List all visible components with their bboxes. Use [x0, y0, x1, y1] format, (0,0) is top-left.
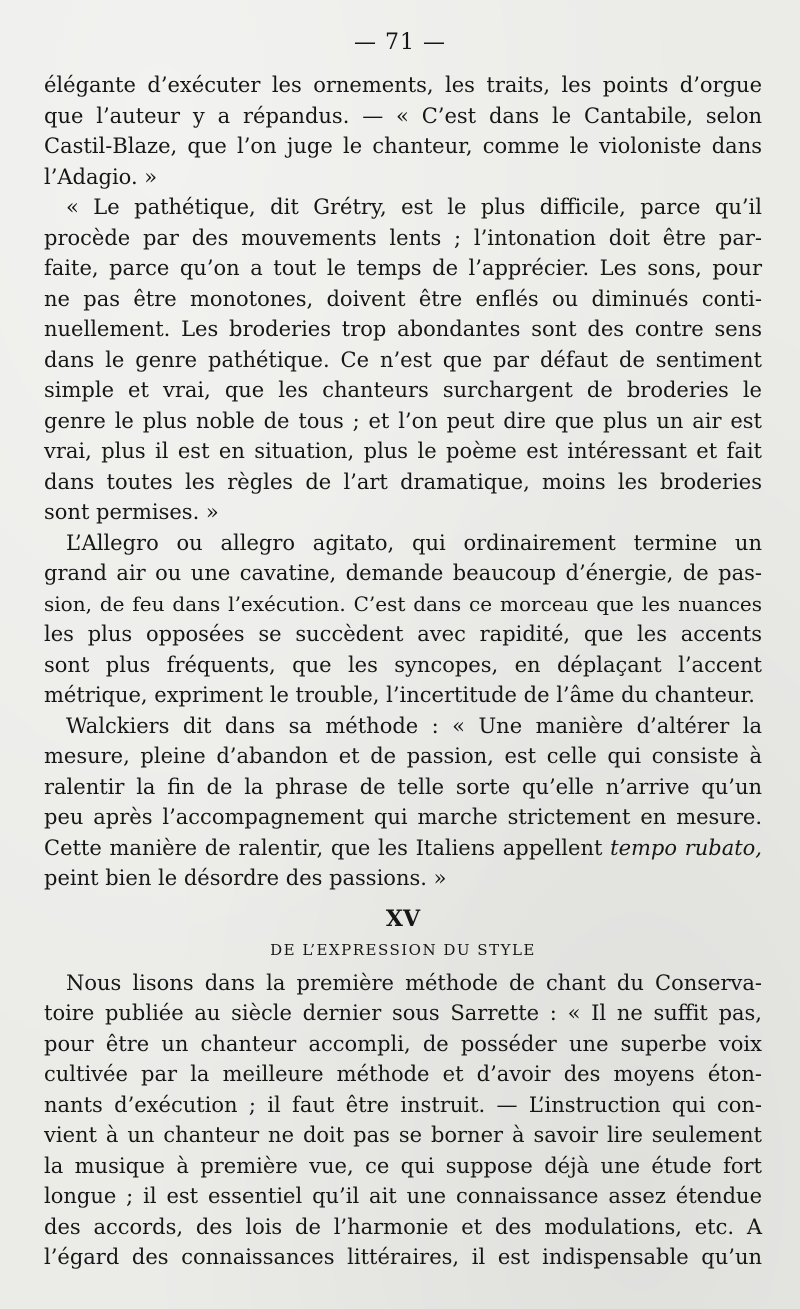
text-line: faite, parce qu’on a tout le temps de l’apprécier. Les sons, pour [44, 256, 762, 280]
paragraph [44, 192, 762, 528]
text-line: métrique, expriment le trouble, l’incertitude de l’âme du chanteur. [44, 683, 755, 707]
text-line: sion, de feu dans l’exécution. C’est dans ce morceau que les nuances [44, 591, 762, 616]
text-line: que l’auteur y a répandus. — « C’est dans le Cantabile, selon [44, 103, 762, 128]
page-body [44, 70, 762, 1273]
text-line: cultivée par la meilleure méthode et d’avoir des moyens éton- [44, 1062, 762, 1086]
text-line: peu après l’accompagnement qui marche strictement en mesure. [44, 805, 762, 829]
text-line: « Le pathétique, dit Grétry, est le plus difficile, parce qu’il [66, 195, 762, 219]
text-line: L’Allegro ou allegro agitato, qui ordinairement termine un [66, 530, 762, 555]
text-line: dans toutes les règles de l’art dramatique, moins les broderies [44, 469, 762, 494]
text-line: mesure, pleine d’abandon et de passion, est celle qui consiste à [44, 744, 762, 768]
text-line: longue ; il est essentiel qu’il ait une connaissance assez étendue [44, 1184, 762, 1208]
text-line: l’Adagio. » [44, 164, 158, 189]
text-segment: Cette manière de ralentir, que les Italiens appellent [44, 835, 603, 860]
text-line: toire publiée au siècle dernier sous Sarrette : « Il ne suffit pas, [44, 1001, 762, 1025]
text-line: peint bien le désordre des passions. » [44, 866, 447, 890]
paragraph [44, 528, 762, 711]
text-line: vient à un chanteur ne doit pas se borner à savoir lire seulement [44, 1123, 762, 1147]
paragraph [44, 70, 762, 192]
text-line: Walckiers dit dans sa méthode : « Une manière d’altérer la [66, 713, 762, 738]
text-line: nuellement. Les broderies trop abondantes sont des contre sens [44, 317, 762, 341]
text-line-with-italic [44, 833, 762, 864]
italic-phrase: tempo rubato, [610, 835, 762, 860]
text-line: nants d’exécution ; il faut être instruit. — L’instruction qui con- [44, 1092, 762, 1117]
text-line: dans le genre pathétique. Ce n’est que par défaut de sentiment [44, 347, 762, 372]
text-line: la musique à première vue, ce qui suppose déjà une étude fort [44, 1153, 762, 1178]
section-title: DE L’EXPRESSION DU STYLE [270, 940, 536, 959]
text-line: Nous lisons dans la première méthode de chant du Conserva- [66, 970, 762, 995]
text-line: ne pas être monotones, doivent être enflés ou diminués conti- [44, 286, 762, 311]
text-line: les plus opposées se succèdent avec rapidité, que les accents [44, 622, 762, 646]
text-line: sont plus fréquents, que les syncopes, en déplaçant l’accent [44, 652, 762, 677]
text-line: ralentir la fin de la phrase de telle sorte qu’elle n’arrive qu’un [44, 774, 762, 799]
paragraph [44, 711, 762, 894]
text-line: Castil-Blaze, que l’on juge le chanteur, comme le violoniste dans [44, 134, 762, 158]
text-line: grand air ou une cavatine, demande beaucoup d’énergie, de pas- [44, 561, 762, 585]
text-line: simple et vrai, que les chanteurs surchargent de broderies le [44, 378, 762, 402]
text-line: sont permises. » [44, 500, 219, 524]
text-line: élégante d’exécuter les ornements, les traits, les points d’orgue [44, 73, 762, 97]
paragraph [44, 968, 762, 1273]
text-line: pour être un chanteur accompli, de posséder une superbe voix [44, 1031, 762, 1056]
section-number: XV [385, 905, 421, 932]
text-line: procède par des mouvements lents ; l’intonation doit être par- [44, 225, 762, 250]
text-line: des accords, des lois de l’harmonie et des modulations, etc. A [44, 1214, 762, 1239]
page-number: — 71 — [354, 30, 446, 55]
text-line: vrai, plus il est en situation, plus le poème est intéressant et fait [44, 439, 762, 463]
text-line: l’égard des connaissances littéraires, il est indispensable qu’un [44, 1245, 762, 1269]
text-line: genre le plus noble de tous ; et l’on peut dire que plus un air est [44, 408, 762, 433]
